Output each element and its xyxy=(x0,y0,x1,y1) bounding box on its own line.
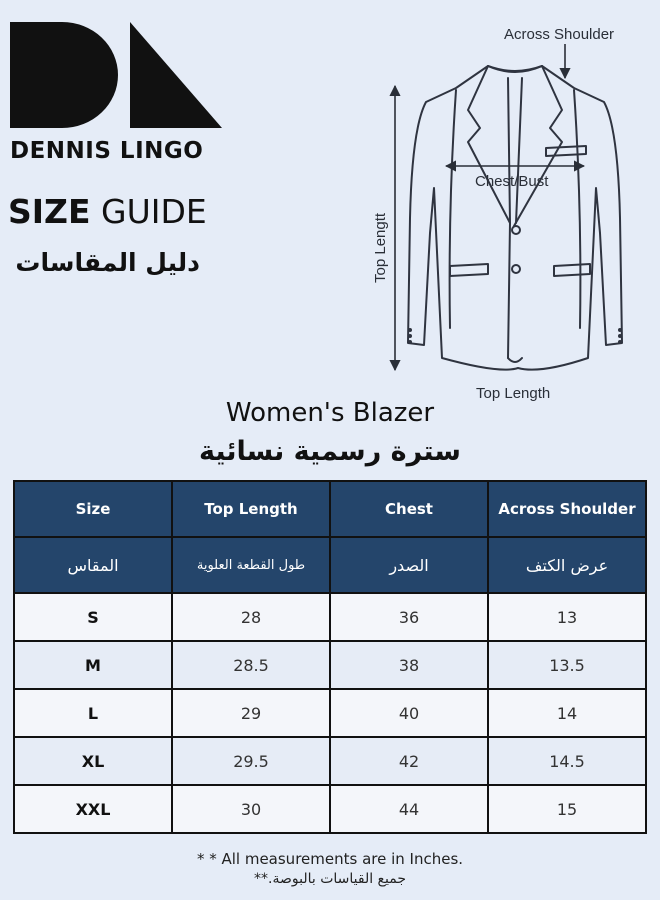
cell-across-shoulder: 14.5 xyxy=(488,737,646,785)
header-size: Size xyxy=(14,481,172,537)
table-row xyxy=(14,641,646,689)
cell-top-length: 28.5 xyxy=(172,641,330,689)
breast-pocket xyxy=(546,146,586,156)
measurement-note-arabic: جميع القياسات بالبوصة.** xyxy=(254,871,406,887)
header-top-length: Top Length xyxy=(172,481,330,537)
table-row xyxy=(14,593,646,641)
measurement-note: * * All measurements are in Inches. xyxy=(196,850,464,868)
left-hip-pocket xyxy=(450,264,488,276)
blazer-measurement-diagram xyxy=(350,18,650,408)
header-across-shoulder: Across Shoulder xyxy=(488,481,646,537)
size-chart-table xyxy=(13,480,647,834)
logo-letter-d xyxy=(10,22,118,128)
cell-size: XXL xyxy=(14,785,172,833)
size-guide-title-arabic: دليل المقاسات xyxy=(15,248,200,277)
chest-bust-label: Chest/Bust xyxy=(475,173,549,190)
header-across-shoulder-arabic: عرض الكتف xyxy=(488,537,646,593)
size-guide-title-bold: SIZE xyxy=(8,192,91,231)
header-size-arabic: المقاس xyxy=(14,537,172,593)
top-length-vertical-label: Top Lengtt xyxy=(372,212,389,283)
across-shoulder-label: Across Shoulder xyxy=(504,26,615,43)
cell-size: M xyxy=(14,641,172,689)
blazer-outline xyxy=(408,66,622,370)
cell-top-length: 29.5 xyxy=(172,737,330,785)
cell-chest: 36 xyxy=(330,593,488,641)
header-top-length-arabic: طول القطعة العلوية xyxy=(172,537,330,593)
header-chest: Chest xyxy=(330,481,488,537)
size-guide-title-light: GUIDE xyxy=(101,192,207,231)
size-guide-title xyxy=(8,192,207,232)
product-title: Women's Blazer xyxy=(225,398,435,428)
cell-across-shoulder: 15 xyxy=(488,785,646,833)
bottom-button xyxy=(512,265,520,273)
cell-top-length: 30 xyxy=(172,785,330,833)
cell-chest: 38 xyxy=(330,641,488,689)
cell-chest: 44 xyxy=(330,785,488,833)
cell-chest: 42 xyxy=(330,737,488,785)
cell-chest: 40 xyxy=(330,689,488,737)
cell-top-length: 28 xyxy=(172,593,330,641)
table-row xyxy=(14,737,646,785)
table-header-row-arabic xyxy=(14,537,646,593)
header-chest-arabic: الصدر xyxy=(330,537,488,593)
top-button xyxy=(512,226,520,234)
cell-across-shoulder: 14 xyxy=(488,689,646,737)
cell-top-length: 29 xyxy=(172,689,330,737)
cell-across-shoulder: 13.5 xyxy=(488,641,646,689)
top-length-bottom-label: Top Length xyxy=(476,385,551,402)
left-lapel xyxy=(468,66,510,223)
cell-across-shoulder: 13 xyxy=(488,593,646,641)
table-row xyxy=(14,689,646,737)
brand-name: DENNIS LINGO xyxy=(10,138,204,164)
cell-size: XL xyxy=(14,737,172,785)
table-row xyxy=(14,785,646,833)
right-hip-pocket xyxy=(554,264,590,276)
logo-letter-l-triangle xyxy=(130,22,222,128)
cell-size: S xyxy=(14,593,172,641)
product-title-arabic: سترة رسمية نسائية xyxy=(199,436,461,467)
dennis-lingo-logo xyxy=(10,22,225,128)
cell-size: L xyxy=(14,689,172,737)
table-header-row xyxy=(14,481,646,537)
